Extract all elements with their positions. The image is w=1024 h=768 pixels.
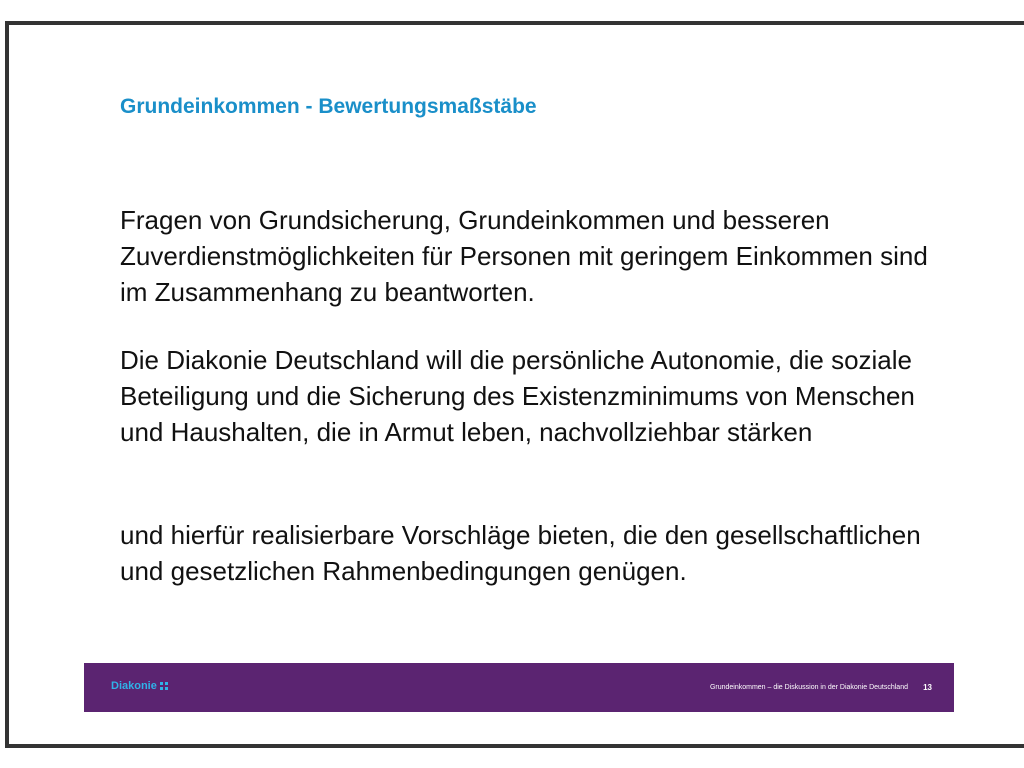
slide-footer: [84, 663, 954, 712]
footer-caption: Grundeinkommen – die Diskussion in der Diakonie Deutschland: [709, 684, 908, 691]
brand-name: Diakonie: [111, 680, 157, 692]
paragraph-3: und hierfür realisierbare Vorschläge bieten, die den gesellschaftlichen und gesetzlichen Rahmenbedingungen genügen.: [120, 520, 921, 586]
brand-logo: [111, 680, 168, 692]
page-number: 13: [923, 683, 932, 692]
paragraph-2: Die Diakonie Deutschland will die persönliche Autonomie, die soziale Beteiligung und die Sicherung des Existenzminimums von Menschen und Haushalten, die in Armut leben, nachvollziehbar stärken: [120, 345, 915, 447]
slide-title: Grundeinkommen - Bewertungsmaßstäbe: [120, 95, 537, 118]
diakonie-cross-icon: [160, 682, 168, 690]
paragraph-1: Fragen von Grundsicherung, Grundeinkommen und besseren Zuverdienstmöglichkeiten für Personen mit geringem Einkommen sind im Zusammenhang zu beantworten.: [120, 205, 928, 307]
